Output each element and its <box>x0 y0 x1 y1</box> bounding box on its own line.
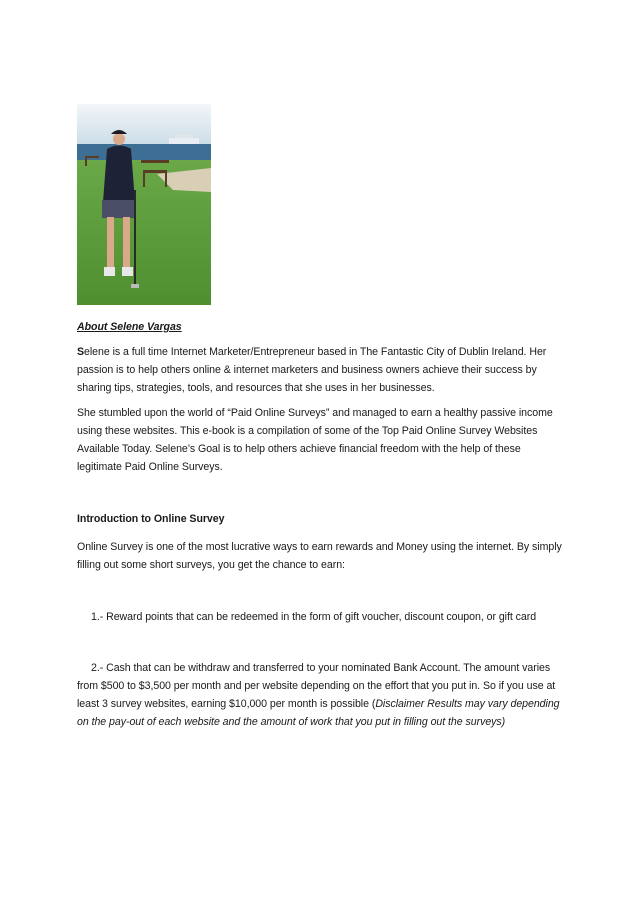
golfer-photo <box>77 104 211 305</box>
intro-paragraph: Online Survey is one of the most lucrative ways to earn rewards and Money using the internet. By simply filling out some short surveys, you get the chance to earn: <box>77 541 562 571</box>
list-item-2: 2.- Cash that can be withdraw and transferred to your nominated Bank Account. The amount varies from $500 to $3,500 per month and per website depending on the effort that you put in. So if you use at least 3 survey websites, earning $10,000 per month is possible (Disclaimer Results may vary depending on the pay-out of each website and the amount of work that you put in filling out the surveys) <box>77 662 560 728</box>
list-item-1: 1.- Reward points that can be redeemed in the form of gift voucher, discount coupon, or gift card <box>91 611 537 623</box>
about-paragraph-1: Selene is a full time Internet Marketer/Entrepreneur based in The Fantastic City of Dublin Ireland. Her passion is to help others online & internet marketers and business owners achieve their success by sharing tips, strategies, tools, and resources that she uses in her businesses. <box>77 346 547 394</box>
about-paragraph-2: She stumbled upon the world of “Paid Online Surveys” and managed to earn a healthy passive income using these websites. This e-book is a compilation of some of the Top Paid Online Survey Websites Available Today. Selene’s Goal is to help others achieve financial freedom with the help of these legitimate Paid Online Surveys. <box>77 407 553 473</box>
intro-heading: Introduction to Online Survey <box>77 513 225 525</box>
about-heading: About Selene Vargas <box>77 321 182 333</box>
